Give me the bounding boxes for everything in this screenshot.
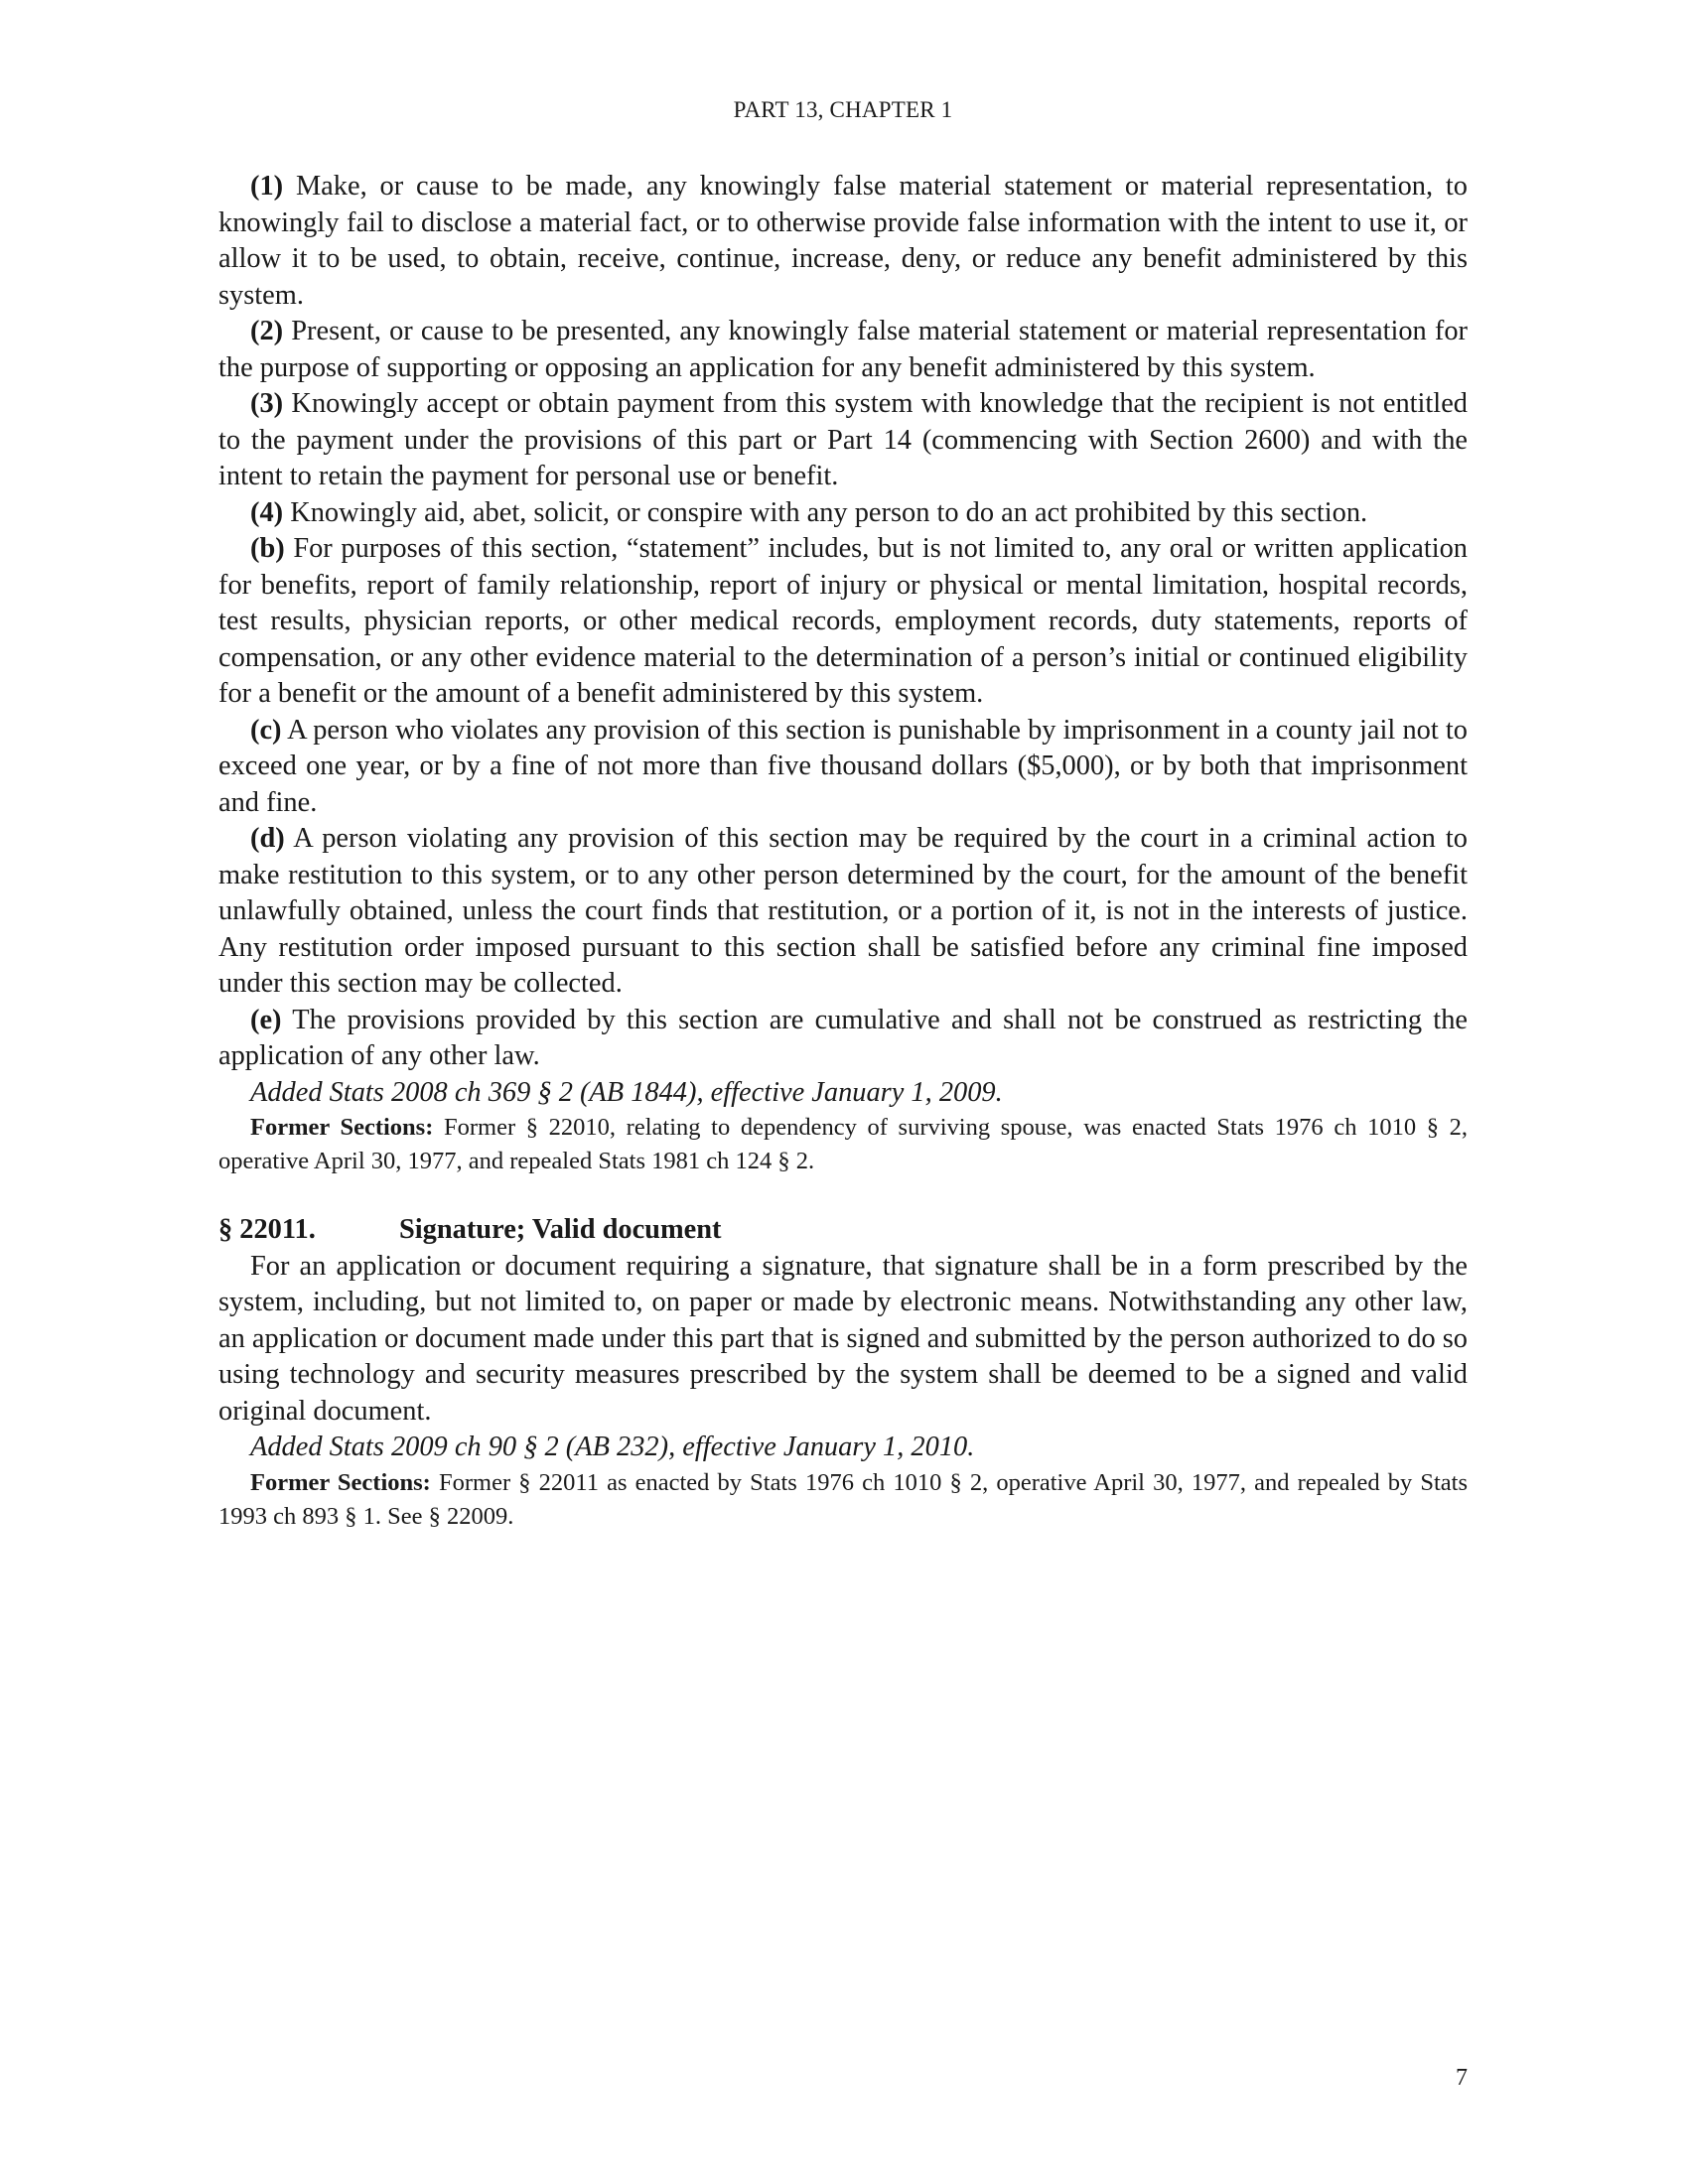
section-title: Signature; Valid document: [399, 1214, 722, 1245]
section-heading: [218, 1212, 1468, 1249]
subdivision-text: The provisions provided by this section are cumulative and shall not be construed as restricting the application of any other law.: [218, 1004, 1468, 1071]
running-head: PART 13, CHAPTER 1: [733, 97, 953, 122]
former-sections-text: Former § 22010, relating to dependency of surviving spouse, was enacted Stats 1976 ch 1010 § 2, operative April 30, 1977, and repealed Stats 1981 ch 124 § 2.: [218, 1114, 1468, 1174]
former-sections-text: Former § 22011 as enacted by Stats 1976 ch 1010 § 2, operative April 30, 1977, and repealed by Stats 1993 ch 893 § 1. See § 22009.: [218, 1468, 1468, 1530]
subdivision-text: Present, or cause to be presented, any knowingly false material statement or material representation for the purpose of supporting or opposing an application for any benefit administered by this system.: [218, 316, 1468, 383]
former-sections-label: Former Sections:: [250, 1114, 434, 1141]
section-body-text: For an application or document requiring a signature, that signature shall be in a form prescribed by the system, including, but not limited to, on paper or made by electronic means. Notwithstanding any other law, an application or document made under this part that is signed and submitted by the person authorized to do so using technology and security measures prescribed by the system shall be deemed to be a signed and valid original document.: [218, 1250, 1468, 1427]
subdivision-mark: (d): [250, 823, 285, 854]
former-sections-note: [218, 1111, 1468, 1178]
former-sections-label: Former Sections:: [250, 1468, 431, 1496]
history-note: Added Stats 2009 ch 90 § 2 (AB 232), effective January 1, 2010.: [250, 1432, 975, 1462]
document-page: [218, 0, 1468, 2184]
subdivision-paragraph: [218, 821, 1468, 1003]
section-number: § 22011.: [218, 1214, 316, 1245]
subdivision-paragraph: [218, 713, 1468, 822]
subdivision-paragraph: [218, 386, 1468, 495]
subdivision-paragraph: [218, 495, 1468, 532]
history-note: Added Stats 2008 ch 369 § 2 (AB 1844), effective January 1, 2009.: [250, 1076, 1003, 1108]
former-sections-note: [218, 1466, 1468, 1534]
subdivision-text: Make, or cause to be made, any knowingly false material statement or material representation, to knowingly fail to disclose a material fact, or to otherwise provide false information with the intent to use it, or allow it to be used, to obtain, receive, continue, increase, deny, or reduce any benefit administered by this system.: [218, 171, 1468, 311]
subdivision-text: Knowingly accept or obtain payment from this system with knowledge that the recipient is not entitled to the payment under the provisions of this part or Part 14 (commencing with Section 2600) and with the intent to retain the payment for personal use or benefit.: [218, 388, 1468, 491]
page-number: 7: [1456, 2065, 1468, 2091]
subdivision-mark: (e): [250, 1004, 282, 1035]
subdivision-text: A person who violates any provision of this section is punishable by imprisonment in a county jail not to exceed one year, or by a fine of not more than five thousand dollars ($5,000), or by both that imprisonment and fine.: [218, 714, 1468, 818]
subdivision-paragraph: [218, 1003, 1468, 1075]
subdivision-mark: (c): [250, 714, 282, 746]
subdivision-mark: (b): [250, 533, 285, 564]
statute-body: [218, 169, 1468, 1534]
subdivision-text: Knowingly aid, abet, solicit, or conspire with any person to do an act prohibited by this section.: [283, 496, 1368, 528]
subdivision-mark: (2): [250, 316, 284, 346]
subdivision-text: For purposes of this section, “statement” includes, but is not limited to, any oral or written application for benefits, report of family relationship, report of injury or physical or mental limitation, hospital records, test results, physician reports, or other medical records, employment records, duty statements, reports of compensation, or any other evidence material to the determination of a person’s initial or continued eligibility for a benefit or the amount of a benefit administered by this system.: [218, 533, 1468, 709]
subdivision-paragraph: [218, 169, 1468, 314]
subdivision-mark: (3): [250, 388, 284, 419]
subdivision-mark: (1): [250, 171, 284, 202]
subdivision-paragraph: [218, 531, 1468, 713]
subdivision-paragraph: [218, 314, 1468, 386]
subdivision-text: A person violating any provision of this section may be required by the court in a criminal action to make restitution to this system, or to any other person determined by the court, for the amount of the benefit unlawfully obtained, unless the court finds that restitution, or a portion of it, is not in the interests of justice. Any restitution order imposed pursuant to this section shall be satisfied before any criminal fine imposed under this section may be collected.: [218, 823, 1468, 999]
subdivision-mark: (4): [250, 496, 284, 528]
